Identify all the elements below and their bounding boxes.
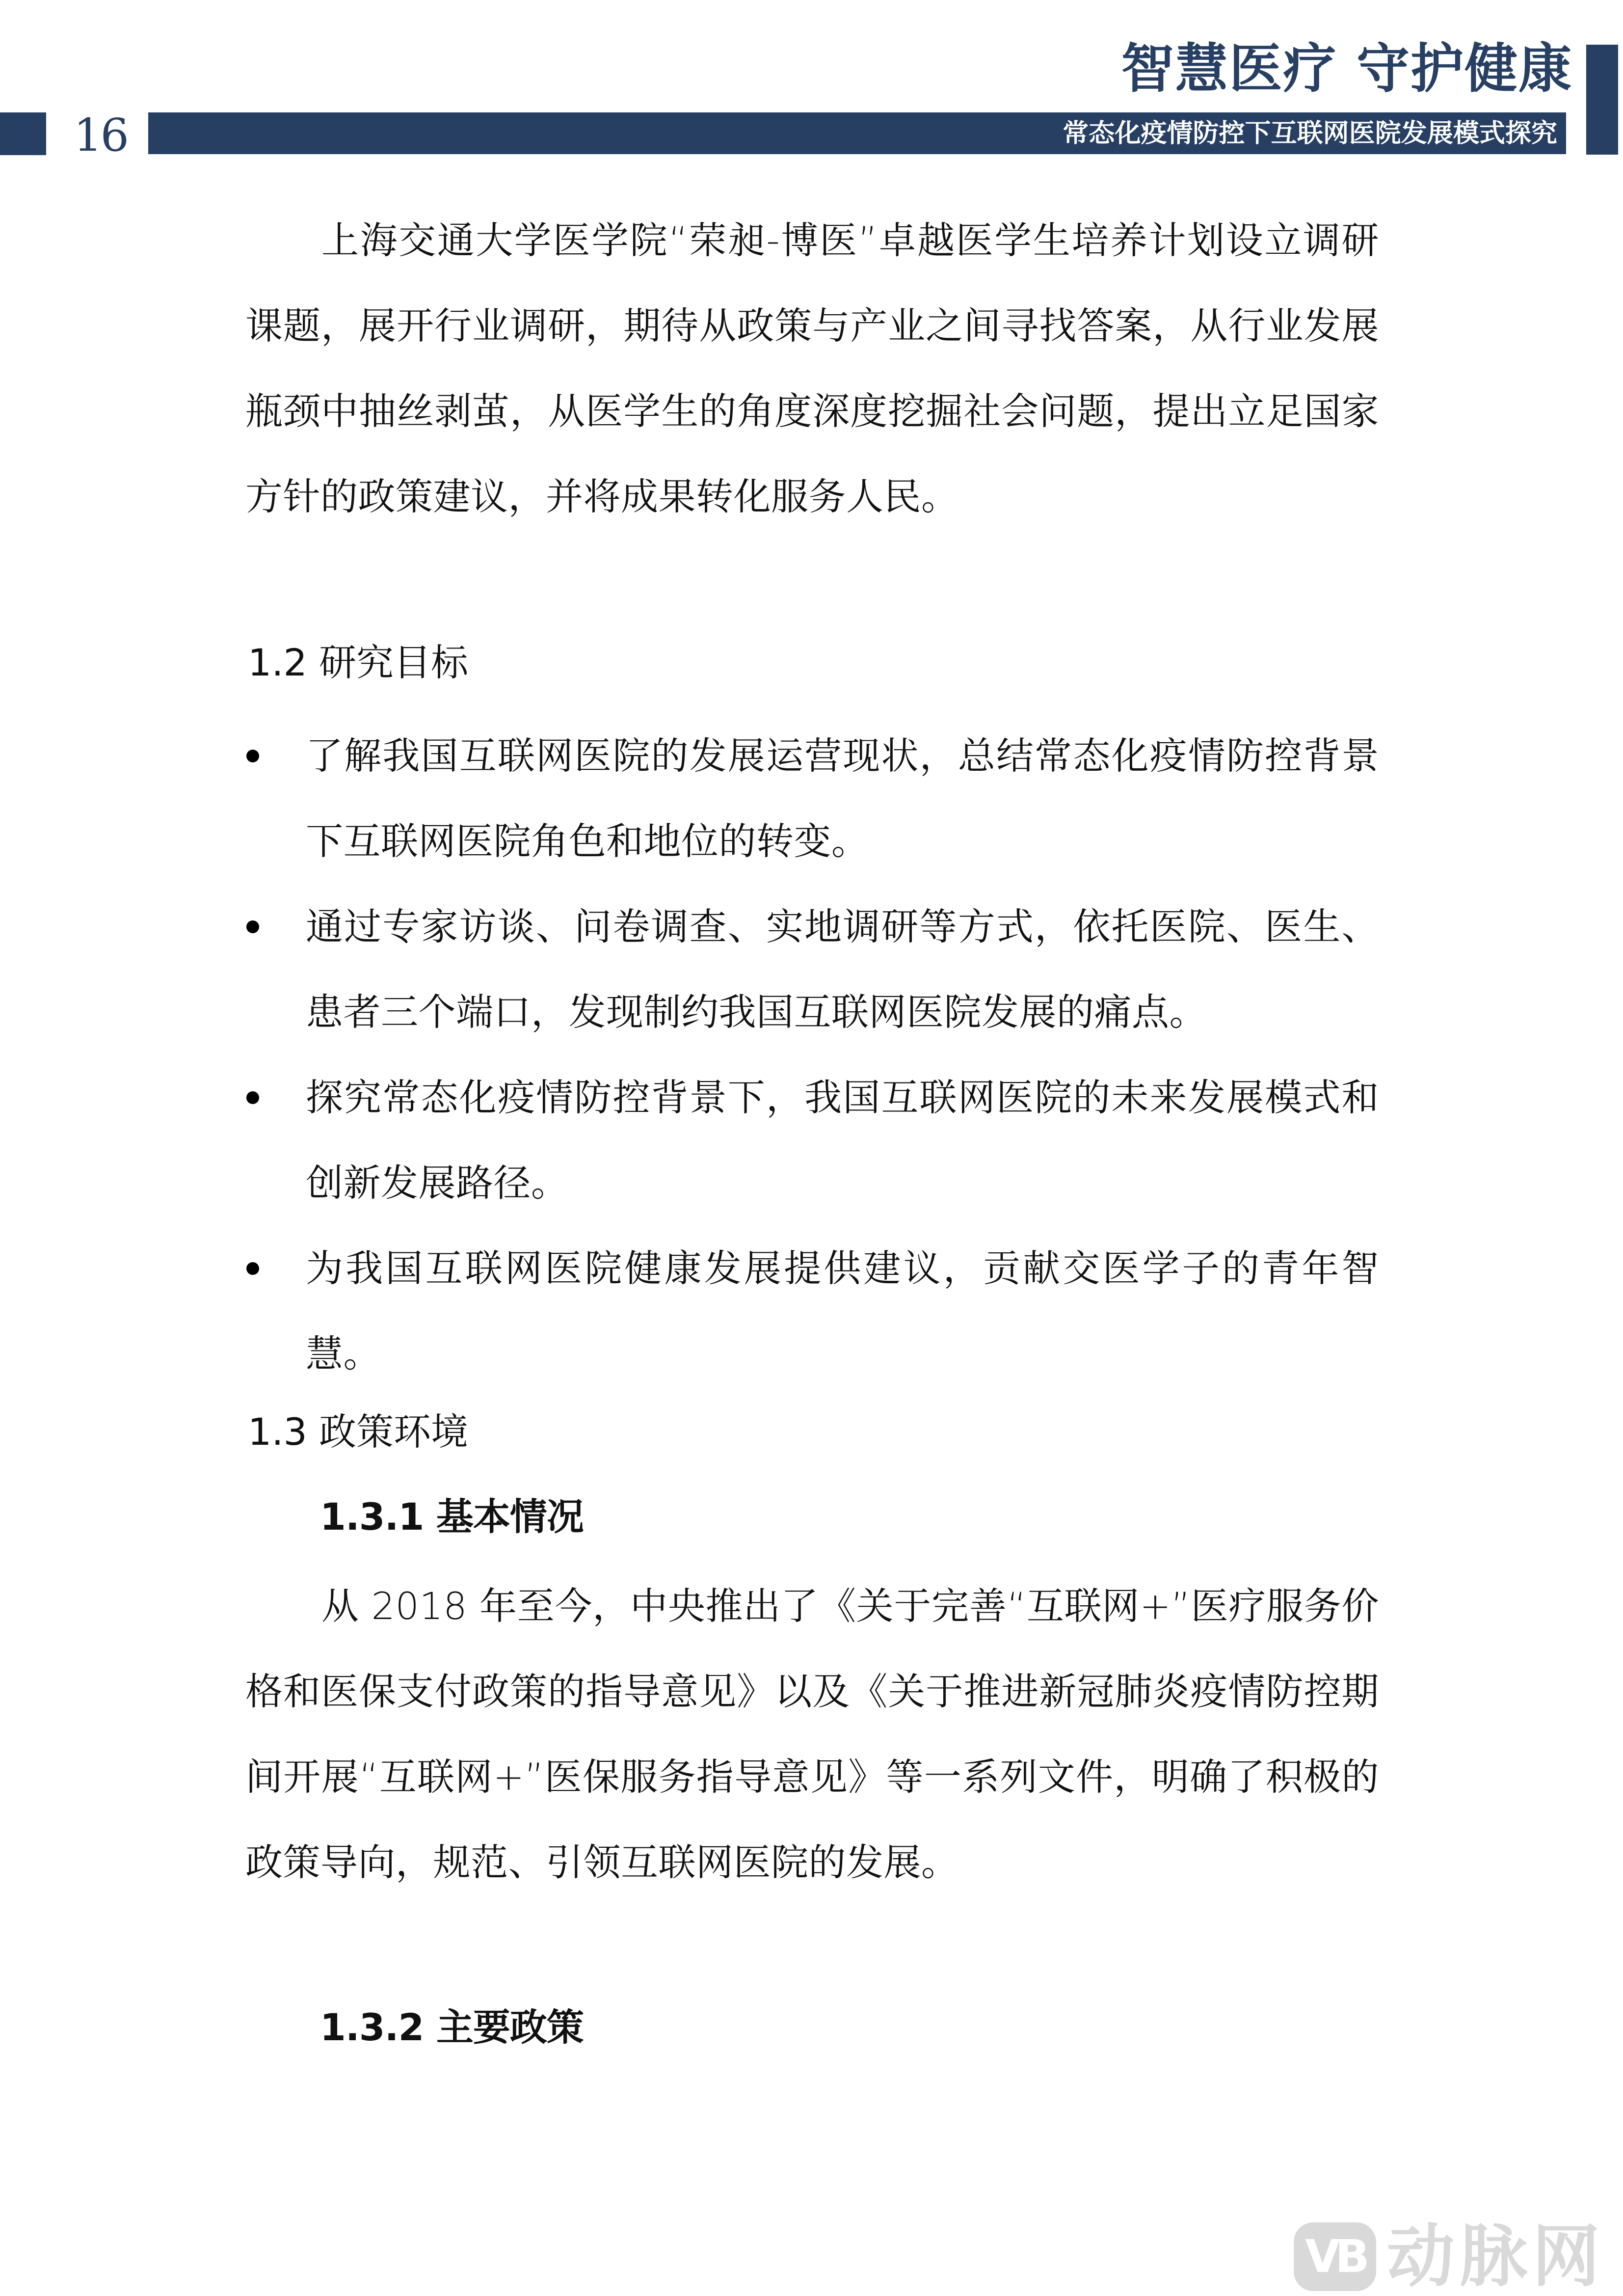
header-band (148, 112, 1566, 154)
header-title: 智慧医疗 守护健康 (1121, 38, 1572, 100)
bullet-list-item (245, 1055, 1379, 1226)
page-number: 16 (74, 109, 128, 162)
header-subtitle: 常态化疫情防控下互联网医院发展模式探究 (1063, 118, 1557, 148)
watermark-text: 动脉网 (1387, 2217, 1605, 2296)
intro-paragraph: 上海交通大学医学院“荣昶-博医”卓越医学生培养计划设立调研课题，展开行业调研，期待从政策与产业之间寻找答案，从行业发展瓶颈中抽丝剥茧，从医学生的角度深度挖掘社会问题，提出立足国家方针的政策建议，并将成果转化服务人民。 (245, 218, 1379, 518)
logo-glyph: VB (1305, 2230, 1365, 2283)
bullet-dot-icon (246, 1262, 259, 1275)
bullet-text: 探究常态化疫情防控背景下，我国互联网医院的未来发展模式和创新发展路径。 (306, 1076, 1379, 1205)
subsection-heading-1-3-2: 1.3.2 主要政策 (320, 2005, 584, 2049)
header-left-block (0, 112, 46, 155)
bullet-text: 了解我国互联网医院的发展运营现状，总结常态化疫情防控背景下互联网医院角色和地位的转变。 (306, 734, 1379, 863)
section-heading-1-2: 1.2 研究目标 (248, 641, 469, 684)
section-heading-1-3: 1.3 政策环境 (248, 1410, 469, 1454)
bullet-text: 通过专家访谈、问卷调查、实地调研等方式，依托医院、医生、患者三个端口，发现制约我国互联网医院发展的痛点。 (306, 905, 1379, 1034)
bullet-dot-icon (246, 920, 259, 933)
bullet-dot-icon (246, 750, 259, 762)
bullet-dot-icon (246, 1091, 259, 1104)
bullet-list-item (245, 1226, 1379, 1397)
subsection-heading-1-3-1: 1.3.1 基本情况 (320, 1495, 584, 1539)
bullet-text: 为我国互联网医院健康发展提供建议，贡献交医学子的青年智慧。 (306, 1246, 1379, 1376)
vb-logo-icon (1294, 2222, 1376, 2291)
header-right-bar (1586, 45, 1618, 155)
subsection-1-3-1-paragraph: 从 2018 年至今，中央推出了《关于完善“互联网+”医疗服务价格和医保支付政策的指导意见》以及《关于推进新冠肺炎疫情防控期间开展“互联网+”医保服务指导意见》等一系列文件，明确了积极的政策导向，规范、引领互联网医院的发展。 (245, 1584, 1379, 1884)
bullet-list-item (245, 713, 1379, 884)
watermark (1294, 2217, 1623, 2296)
bullet-list-item (245, 884, 1379, 1055)
